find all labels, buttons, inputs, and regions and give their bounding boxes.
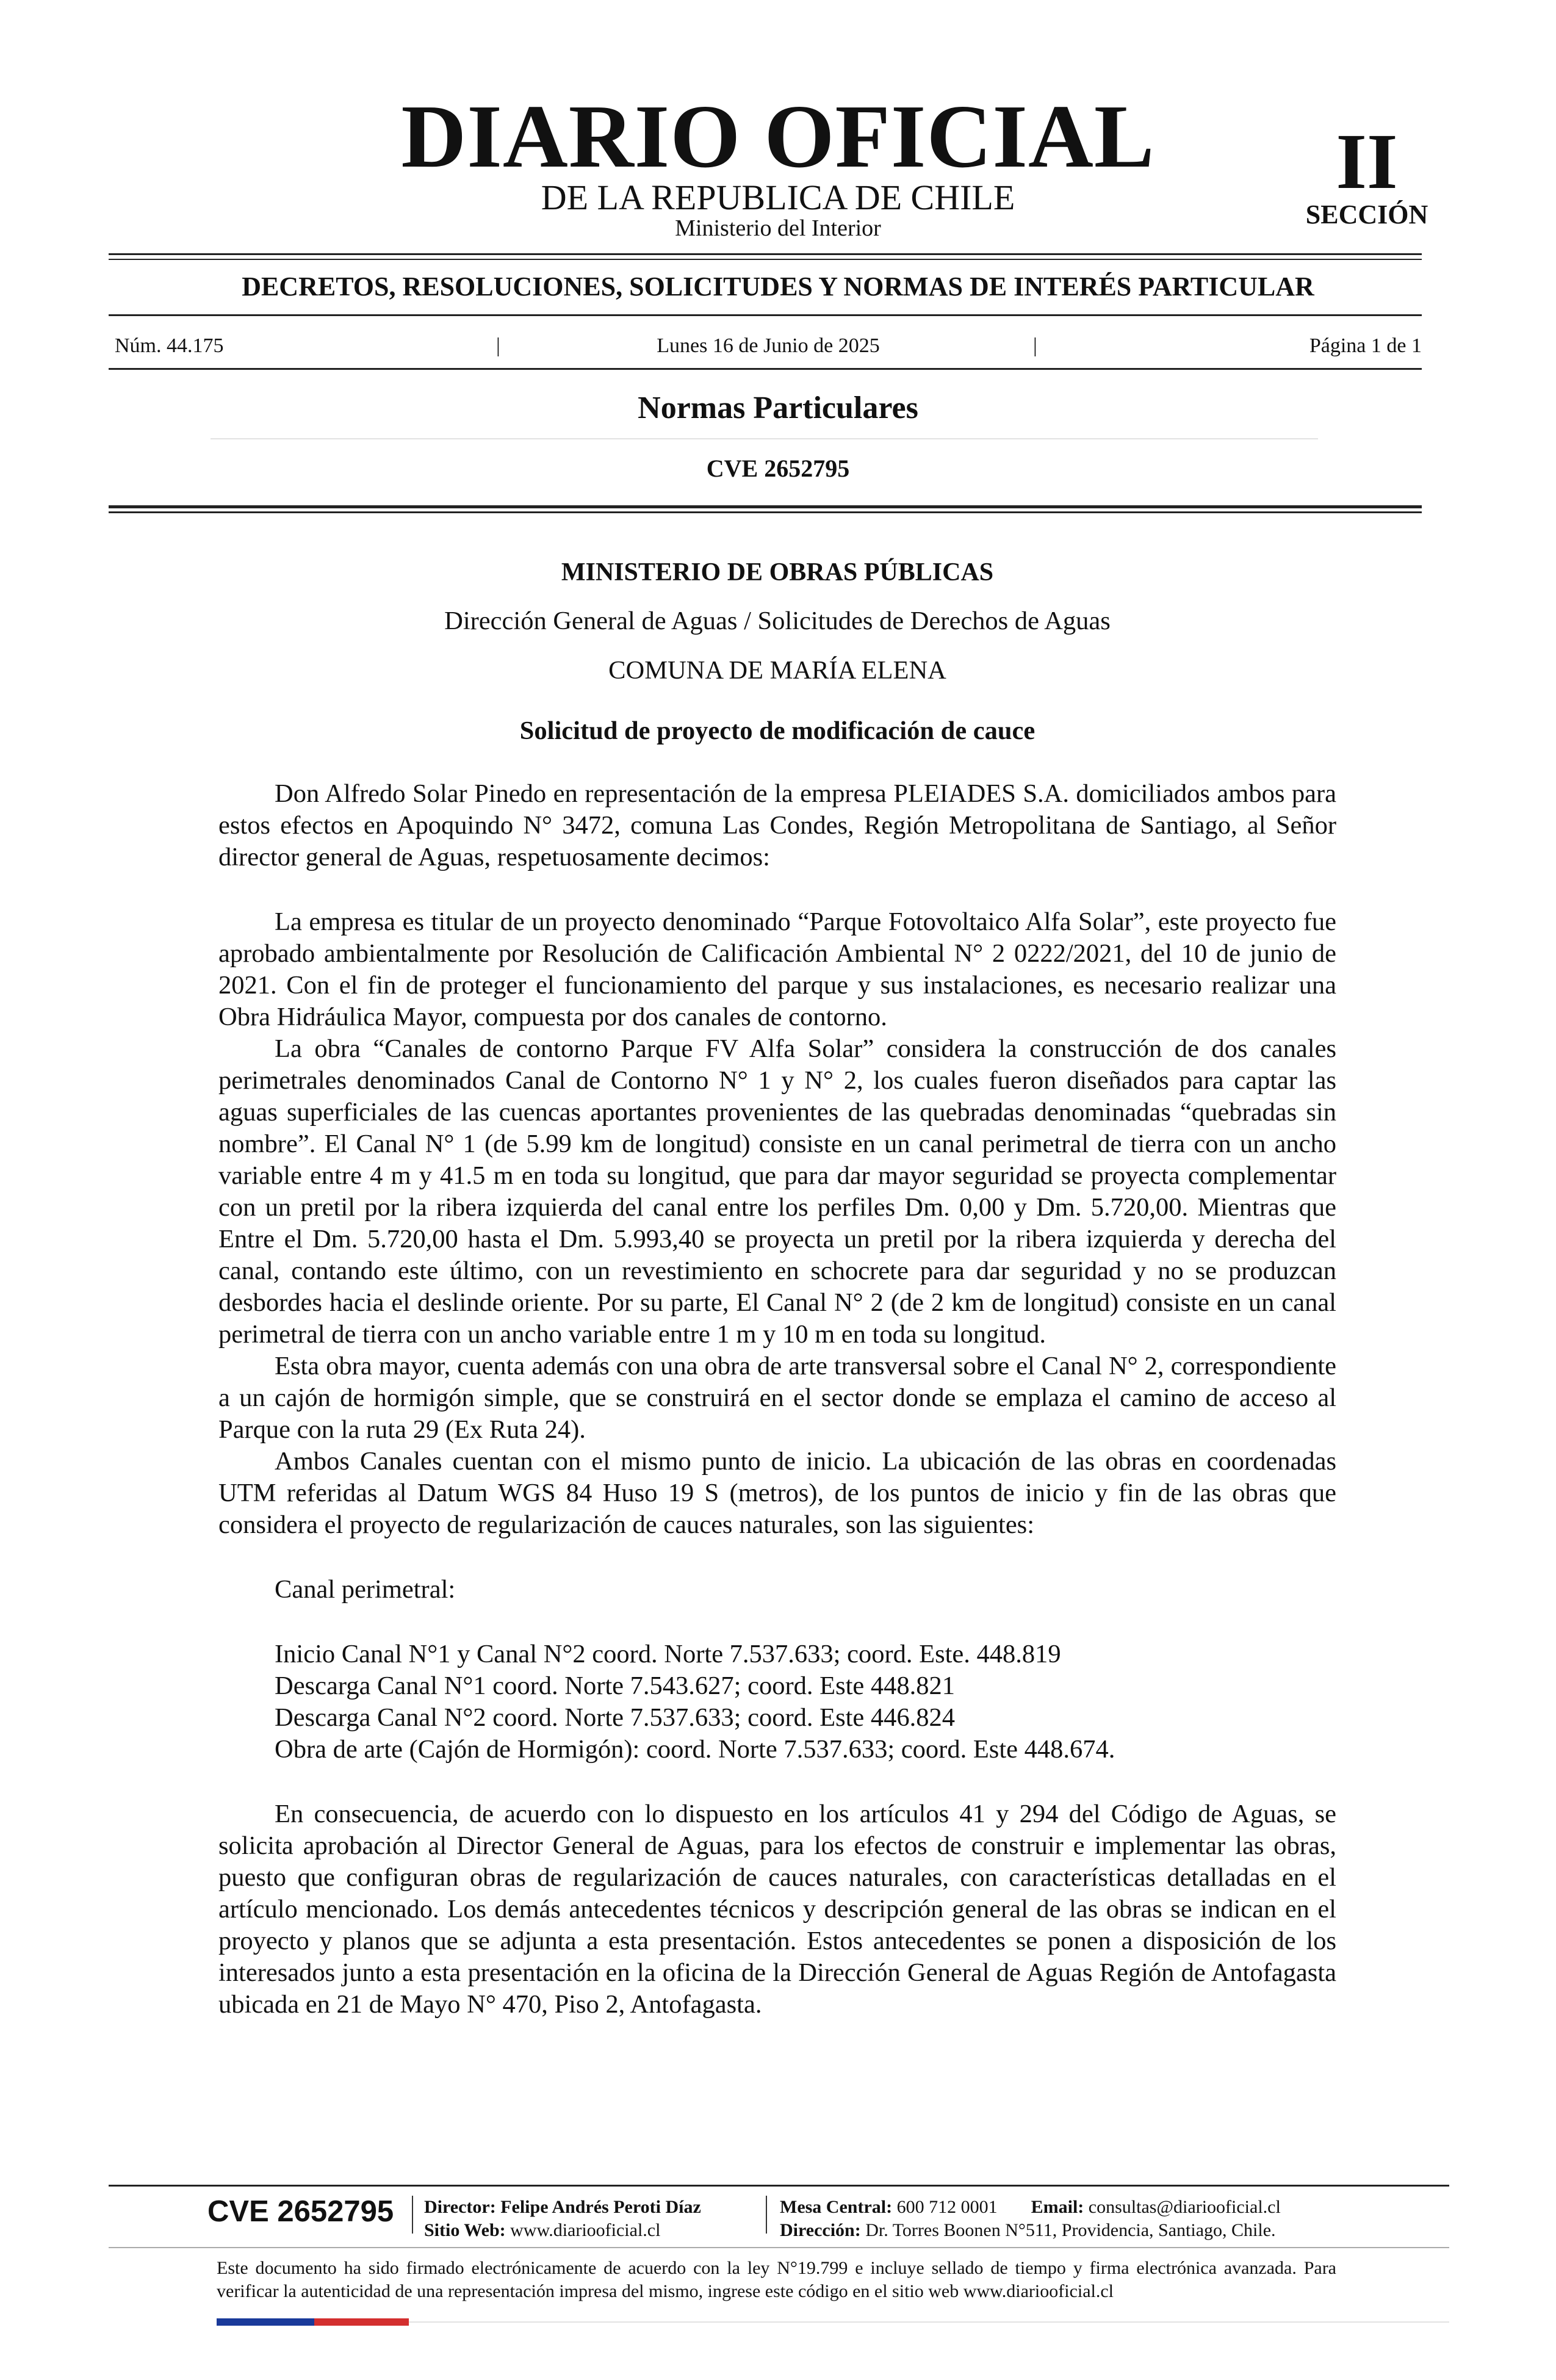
section-number: II: [1336, 118, 1398, 206]
meta-separator: |: [1033, 334, 1037, 357]
address-text: Dr. Torres Boonen N°511, Providencia, Santiago, Chile.: [865, 2220, 1276, 2240]
cve-code: CVE 2652795: [706, 455, 850, 482]
masthead-ministry: Ministerio del Interior: [675, 215, 881, 241]
publication-banner: DECRETOS, RESOLUCIONES, SOLICITUDES Y NORMAS DE INTERÉS PARTICULAR: [242, 272, 1314, 301]
footer-rule-secondary: [109, 2247, 1449, 2248]
section-title: Normas Particulares: [638, 391, 918, 425]
commune-heading: COMUNA DE MARÍA ELENA: [608, 656, 946, 685]
footer-separator: [766, 2196, 767, 2234]
website-label: Sitio Web:: [424, 2220, 506, 2240]
director-label: Director:: [424, 2197, 496, 2217]
masthead-title: DIARIO OFICIAL: [401, 87, 1155, 187]
section-divider: [211, 438, 1318, 439]
meta-separator: |: [496, 334, 500, 357]
masthead-rule-top: [109, 253, 1422, 255]
ministry-heading: MINISTERIO DE OBRAS PÚBLICAS: [561, 558, 994, 586]
website-link[interactable]: www.diariooficial.cl: [510, 2220, 661, 2240]
footer-legal-notice: Este documento ha sido firmado electrónicamente de acuerdo con la ley N°19.799 e incluye sellado de tiempo y firma electrónica avanzada. Para verificar la autenticidad de una representación impresa del mismo, ingrese este código en el sitio web www.diariooficial.cl: [217, 2258, 1336, 2301]
footer-separator: [412, 2196, 413, 2234]
page-indicator: Página 1 de 1: [1309, 334, 1422, 357]
phone-label: Mesa Central:: [780, 2197, 893, 2217]
footer-website: [424, 2219, 660, 2242]
section-label: SECCIÓN: [1305, 200, 1428, 229]
meta-rule: [109, 368, 1422, 370]
paragraph-structure: Esta obra mayor, cuenta además con una obra de arte transversal sobre el Canal N° 2, correspondiente a un cajón de hormigón simple, que se construirá en el sector donde se emplaza el camino de acceso al Parque con la ruta 29 (Ex Ruta 24).: [218, 1352, 1336, 1444]
footer-cve: CVE 2652795: [207, 2195, 394, 2228]
footer-director: [424, 2196, 701, 2219]
phone-number: 600 712 0001: [896, 2197, 998, 2217]
header-rule-thin: [109, 511, 1422, 513]
paragraph-request: En consecuencia, de acuerdo con lo dispuesto en los artículos 41 y 294 del Código de Aguas, se solicita aprobación al Director General de Aguas, para los efectos de construir e implementar las obras, puesto que configuran obras de regularización de cauces naturales, con características detalladas en el artículo mencionado. Los demás antecedentes técnicos y descripción general de las obras se indican en el proyecto y planos que se adjunta a esta presentación. Estos antecedentes se ponen a disposición de los interesados junto a esta presentación en la oficina de la Dirección General de Aguas Región de Antofagasta ubicada en 21 de Mayo N° 470, Piso 2, Antofagasta.: [218, 1800, 1336, 2019]
email-label: Email:: [1031, 2197, 1084, 2217]
document-body: [218, 778, 1336, 2021]
director-name: Felipe Andrés Peroti Díaz: [500, 2197, 701, 2217]
email-link[interactable]: consultas@diariooficial.cl: [1088, 2197, 1281, 2217]
issue-number: Núm. 44.175: [115, 334, 224, 357]
footer-rule: [109, 2185, 1449, 2187]
request-title: Solicitud de proyecto de modificación de cauce: [519, 716, 1036, 745]
canal-label: Canal perimetral:: [275, 1575, 456, 1604]
directorate-heading: Dirección General de Aguas / Solicitudes de Derechos de Aguas: [444, 607, 1111, 635]
address-label: Dirección:: [780, 2220, 861, 2240]
masthead-rule-thin: [109, 259, 1422, 260]
issue-date: Lunes 16 de Junio de 2025: [657, 334, 880, 357]
paragraph-works: La obra “Canales de contorno Parque FV Alfa Solar” considera la construcción de dos canales perimetrales denominados Canal de Contorno N° 1 y N° 2, los cuales fueron diseñados para captar las aguas superficiales de las cuencas aportantes provenientes de las quebradas denominadas “quebradas sin nombre”. El Canal N° 1 (de 5.99 km de longitud) consiste en un canal perimetral de tierra con un ancho variable entre 4 m y 41.5 m en toda su longitud, que para dar mayor seguridad se proyecta complementar con un pretil por la ribera izquierda del canal entre los perfiles Dm. 0,00 y Dm. 5.720,00. Mientras que Entre el Dm. 5.720,00 hasta el Dm. 5.993,40 se proyecta un pretil por la ribera izquierda y derecha del canal, contando este último, con un revestimiento en schocrete para dar seguridad y no se produzcan desbordes hacia el deslinde oriente. Por su parte, El Canal N° 2 (de 2 km de longitud) consiste en un canal perimetral de tierra con un ancho variable entre 1 m y 10 m en toda su longitud.: [218, 1034, 1336, 1349]
coordinate-line: Obra de arte (Cajón de Hormigón): coord. Norte 7.537.633; coord. Este 448.674.: [275, 1735, 1115, 1764]
banner-rule: [109, 314, 1422, 316]
header-rule-thick: [109, 505, 1422, 508]
footer-address: [780, 2219, 1276, 2242]
paragraph-intro: Don Alfredo Solar Pinedo en representación de la empresa PLEIADES S.A. domiciliados ambos para estos efectos en Apoquindo N° 3472, comuna Las Condes, Región Metropolitana de Santiago, al Señor director general de Aguas, respetuosamente decimos:: [218, 779, 1336, 871]
paragraph-project: La empresa es titular de un proyecto denominado “Parque Fotovoltaico Alfa Solar”, este proyecto fue aprobado ambientalmente por Resolución de Calificación Ambiental N° 2 0222/2021, del 10 de junio de 2021. Con el fin de proteger el funcionamiento del parque y sus instalaciones, es necesario realizar una Obra Hidráulica Mayor, compuesta por dos canales de contorno.: [218, 907, 1336, 1031]
coordinate-line: Descarga Canal N°1 coord. Norte 7.543.627; coord. Este 448.821: [275, 1671, 956, 1700]
masthead-subtitle: DE LA REPUBLICA DE CHILE: [541, 178, 1015, 217]
paragraph-location: Ambos Canales cuentan con el mismo punto de inicio. La ubicación de las obras en coordenadas UTM referidas al Datum WGS 84 Huso 19 S (metros), de los puntos de inicio y fin de las obras que considera el proyecto de regularización de cauces naturales, son las siguientes:: [218, 1447, 1336, 1539]
footer-bottom-line: [409, 2321, 1449, 2323]
coordinate-line: Descarga Canal N°2 coord. Norte 7.537.633; coord. Este 446.824: [275, 1703, 956, 1732]
flag-stripe-blue: [217, 2318, 314, 2326]
coordinate-line: Inicio Canal N°1 y Canal N°2 coord. Norte 7.537.633; coord. Este. 448.819: [275, 1640, 1061, 1668]
footer-contact: [780, 2196, 1281, 2219]
flag-stripe-red: [314, 2318, 409, 2326]
